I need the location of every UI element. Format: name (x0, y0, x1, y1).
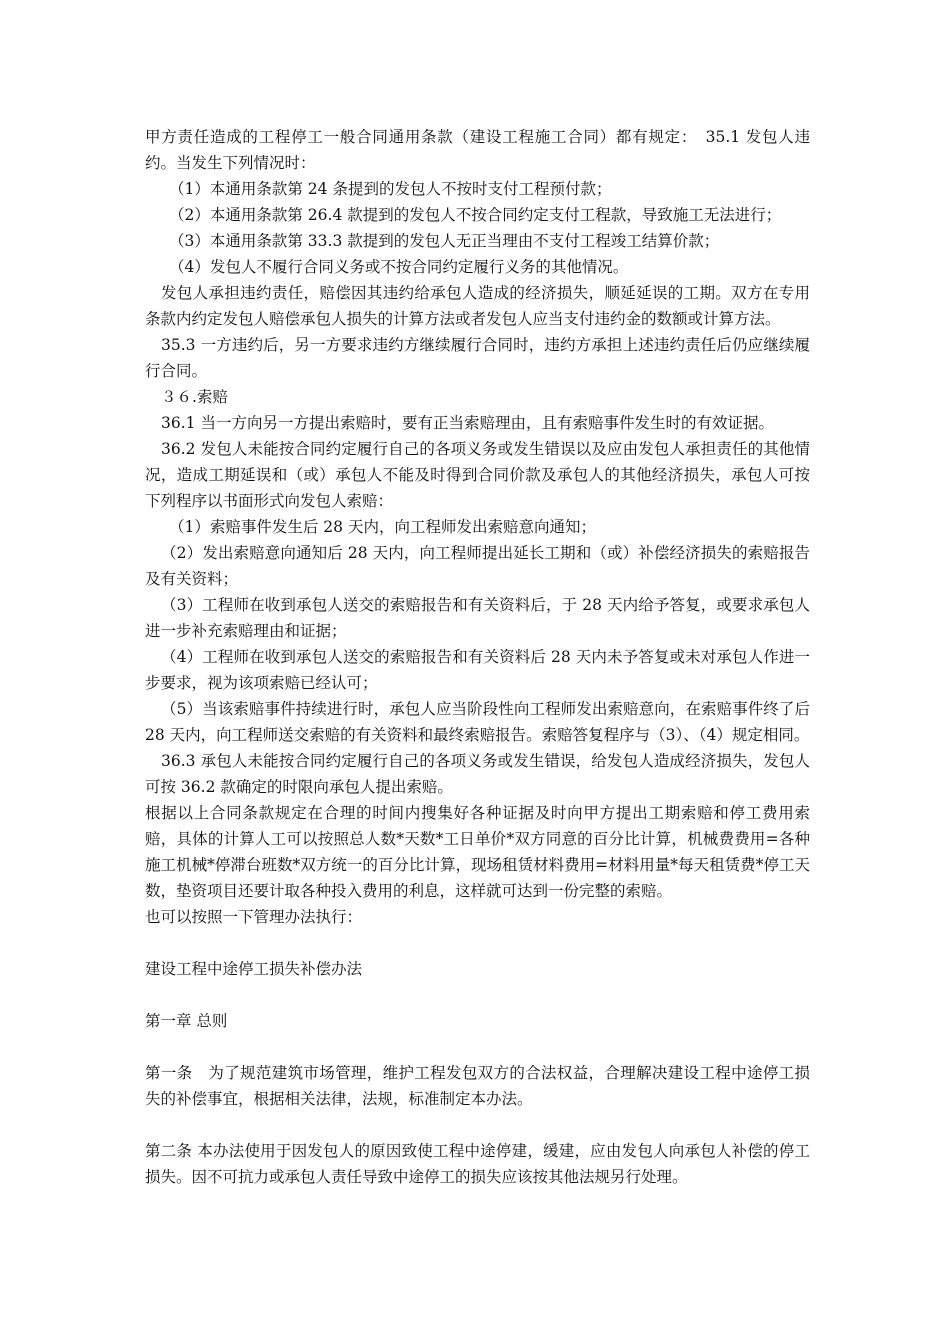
paragraph-item-3: （3）本通用条款第 33.3 款提到的发包人无正当理由不支付工程竣工结算价款； (169, 232, 720, 250)
paragraph-spacer (145, 982, 810, 1008)
paragraph-spacer (145, 930, 810, 956)
paragraph-claim-step-5: （5）当该索赔事件持续进行时，承包人应当阶段性向工程师发出索赔意向，在索赔事件终了后 28 天内，向工程师送交索赔的有关资料和最终索赔报告。索赔答复程序与（3）、（4）规定相同。 (145, 700, 810, 744)
paragraph-claim-step-3: （3）工程师在收到承包人送交的索赔报告和有关资料后，于 28 天内给予答复，或要求承包人进一步补充索赔理由和证据； (145, 596, 810, 640)
section-heading-claims: ３６.索赔 (161, 388, 228, 406)
paragraph-alternative: 也可以按照一下管理办法执行： (145, 908, 363, 926)
paragraph-item-4: （4）发包人不履行合同义务或不按合同约定履行义务的其他情况。 (169, 258, 629, 276)
document-body (145, 124, 810, 1190)
paragraph-35-3: 35.3 一方违约后，另一方要求违约方继续履行合同时，违约方承担上述违约责任后仍应继续履行合同。 (145, 336, 810, 380)
article-2: 第二条 本办法使用于因发包人的原因致使工程中途停建，缓建，应由发包人向承包人补偿的停工损失。因不可抗力或承包人责任导致中途停工的损失应该按其他法规另行处理。 (145, 1142, 810, 1186)
paragraph-item-1: （1）本通用条款第 24 条提到的发包人不按时支付工程预付款； (169, 180, 612, 198)
paragraph-item-2: （2）本通用条款第 26.4 款提到的发包人不按合同约定支付工程款，导致施工无法进行； (169, 206, 782, 224)
paragraph-36-1: 36.1 当一方向另一方提出索赔时，要有正当索赔理由，且有索赔事件发生时的有效证据。 (161, 414, 774, 432)
paragraph-claim-step-4: （4）工程师在收到承包人送交的索赔报告和有关资料后 28 天内未予答复或未对承包人作进一步要求，视为该项索赔已经认可； (145, 648, 810, 692)
paragraph-spacer (145, 1112, 810, 1138)
paragraph-spacer (145, 1034, 810, 1060)
paragraph-claim-step-2: （2）发出索赔意向通知后 28 天内，向工程师提出延长工期和（或）补偿经济损失的索赔报告及有关资料； (145, 544, 810, 588)
chapter-heading: 第一章 总则 (145, 1012, 228, 1030)
document-subtitle: 建设工程中途停工损失补偿办法 (145, 960, 363, 978)
paragraph-36-2: 36.2 发包人未能按合同约定履行自己的各项义务或发生错误以及应由发包人承担责任的其他情况，造成工期延误和（或）承包人不能及时得到合同价款及承包人的其他经济损失，承包人可按下列程序以书面形式向发包人索赔： (145, 440, 810, 510)
paragraph-36-3: 36.3 承包人未能按合同约定履行自己的各项义务或发生错误，给发包人造成经济损失，发包人可按 36.2 款确定的时限向承包人提出索赔。 (145, 752, 810, 796)
paragraph-calculation: 根据以上合同条款规定在合理的时间内搜集好各种证据及时向甲方提出工期索赔和停工费用索赔，具体的计算人工可以按照总人数*天数*工日单价*双方同意的百分比计算，机械费费用=各种施工机械*停滞台班数*双方统一的百分比计算，现场租赁材料费用=材料用量*每天租赁费*停工天数，垫资项目还要计取各种投入费用的利息，这样就可达到一份完整的索赔。 (145, 804, 810, 900)
paragraph-general-terms: 甲方责任造成的工程停工一般合同通用条款（建设工程施工合同）都有规定： 35.1 发包人违约。当发生下列情况时： (145, 128, 810, 172)
paragraph-claim-step-1: （1）索赔事件发生后 28 天内，向工程师发出索赔意向通知； (169, 518, 596, 536)
article-1: 第一条 为了规范建筑市场管理，维护工程发包双方的合法权益，合理解决建设工程中途停工损失的补偿事宜，根据相关法律，法规，标准制定本办法。 (145, 1064, 810, 1108)
paragraph-liability: 发包人承担违约责任，赔偿因其违约给承包人造成的经济损失，顺延延误的工期。双方在专用条款内约定发包人赔偿承包人损失的计算方法或者发包人应当支付违约金的数额或计算方法。 (145, 284, 810, 328)
